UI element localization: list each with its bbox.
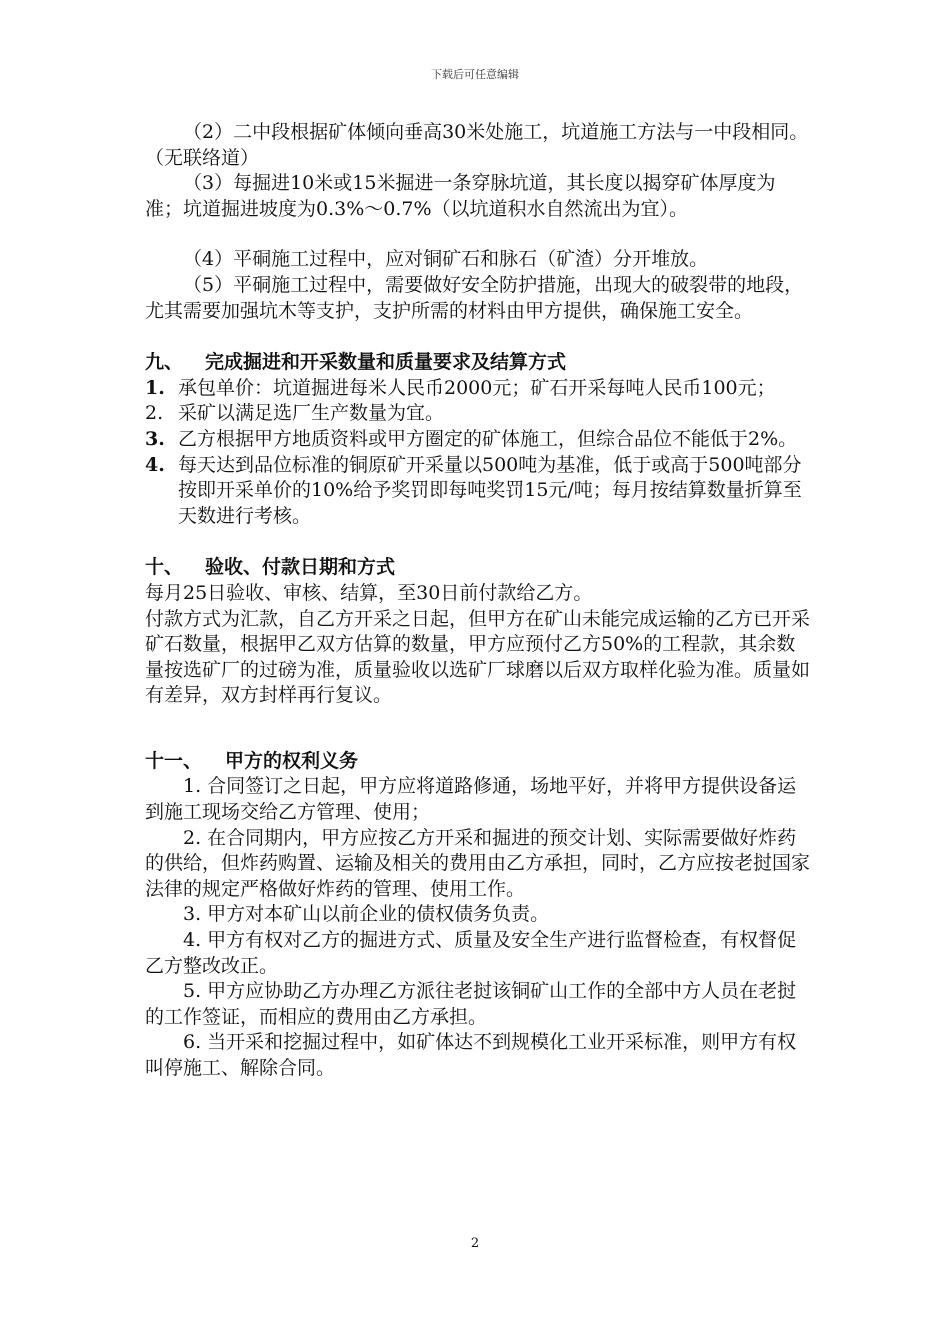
list-text: 采矿以满足选厂生产数量为宜。 — [178, 402, 445, 425]
section-11-item-5: 5. 甲方应协助乙方办理乙方派往老挝该铜矿山工作的全部中方人员在老挝的工作签证，而相应的费用由乙方承担。 — [145, 980, 797, 1028]
section-11-title: 甲方的权利义务 — [225, 749, 359, 772]
section-10-title: 验收、付款日期和方式 — [205, 556, 396, 579]
paragraph-5: （5）平硐施工过程中，需要做好安全防护措施，出现大的破裂带的地段，尤其需要加强坑木等支护，支护所需的材料由甲方提供，确保施工安全。 — [145, 273, 804, 322]
section-11-item-3: 3. 甲方对本矿山以前企业的债权债务负责。 — [183, 903, 550, 926]
page-number: 2 — [470, 1236, 480, 1251]
list-text: 乙方根据甲方地质资料或甲方圈定的矿体施工，但综合品位不能低于2%。 — [178, 427, 798, 450]
list-marker: 4. — [145, 453, 165, 476]
page-header: 下载后可任意编辑 — [431, 68, 519, 81]
list-text: 每天达到品位标准的铜原矿开采量以500吨为基准，低于或高于500吨部分按即开采单价的10%给予奖罚即每吨奖罚15元/吨；每月按结算数量折算至天数进行考核。 — [178, 453, 802, 527]
section-10-number: 十、 — [145, 556, 184, 579]
section-9-number: 九、 — [145, 351, 184, 374]
section-11-item-2: 2. 在合同期内，甲方应按乙方开采和掘进的预交计划、实际需要做好炸药的供给，但炸药购置、运输及相关的费用由乙方承担，同时，乙方应按老挝国家法律的规定严格做好炸药的管理、使用工作。 — [145, 826, 811, 900]
list-item — [145, 453, 810, 530]
section-11-item-6: 6. 当开采和挖掘过程中，如矿体达不到规模化工业开采标准，则甲方有权叫停施工、解除合同。 — [145, 1031, 797, 1079]
section-10-paragraph-2: 付款方式为汇款，自乙方开采之日起，但甲方在矿山未能完成运输的乙方已开采矿石数量，根据甲乙双方估算的数量，甲方应预付乙方50%的工程款，其余数量按选矿厂的过磅为准，质量验收以选矿厂球磨以后双方取样化验为准。质量如有差异，双方封样再行复议。 — [145, 607, 811, 707]
section-10-heading — [145, 555, 810, 581]
list-marker: 1. — [145, 376, 165, 399]
section-9-title: 完成掘进和开采数量和质量要求及结算方式 — [205, 351, 567, 374]
section-11-item-1: 1. 合同签订之日起，甲方应将道路修通，场地平好，并将甲方提供设备运到施工现场交给乙方管理、使用； — [145, 775, 797, 824]
paragraph-3: （3）每掘进10米或15米掘进一条穿脉坑道，其长度以揭穿矿体厚度为准；坑道掘进坡度为0.3%～0.7%（以坑道积水自然流出为宜）。 — [145, 172, 776, 220]
section-11-item-4: 4. 甲方有权对乙方的掘进方式、质量及安全生产进行监督检查，有权督促乙方整改改正。 — [145, 929, 797, 977]
paragraph-4: （4）平硐施工过程中，应对铜矿石和脉石（矿渣）分开堆放。 — [183, 248, 709, 271]
list-item — [145, 427, 810, 453]
section-10-paragraph-1: 每月25日验收、审核、结算，至30日前付款给乙方。 — [145, 581, 593, 604]
list-text: 承包单价：坑道掘进每米人民币2000元；矿石开采每吨人民币100元； — [178, 376, 776, 399]
list-item — [145, 401, 810, 427]
list-marker: 2. — [145, 402, 164, 425]
document-body — [145, 120, 810, 1082]
list-item — [145, 376, 810, 402]
paragraph-2: （2）二中段根据矿体倾向垂高30米处施工，坑道施工方法与一中段相同。（无联络道） — [145, 121, 809, 169]
section-9-heading — [145, 350, 810, 376]
section-11-number: 十一、 — [145, 749, 203, 772]
section-11-heading — [145, 749, 810, 775]
list-marker: 3. — [145, 427, 165, 450]
